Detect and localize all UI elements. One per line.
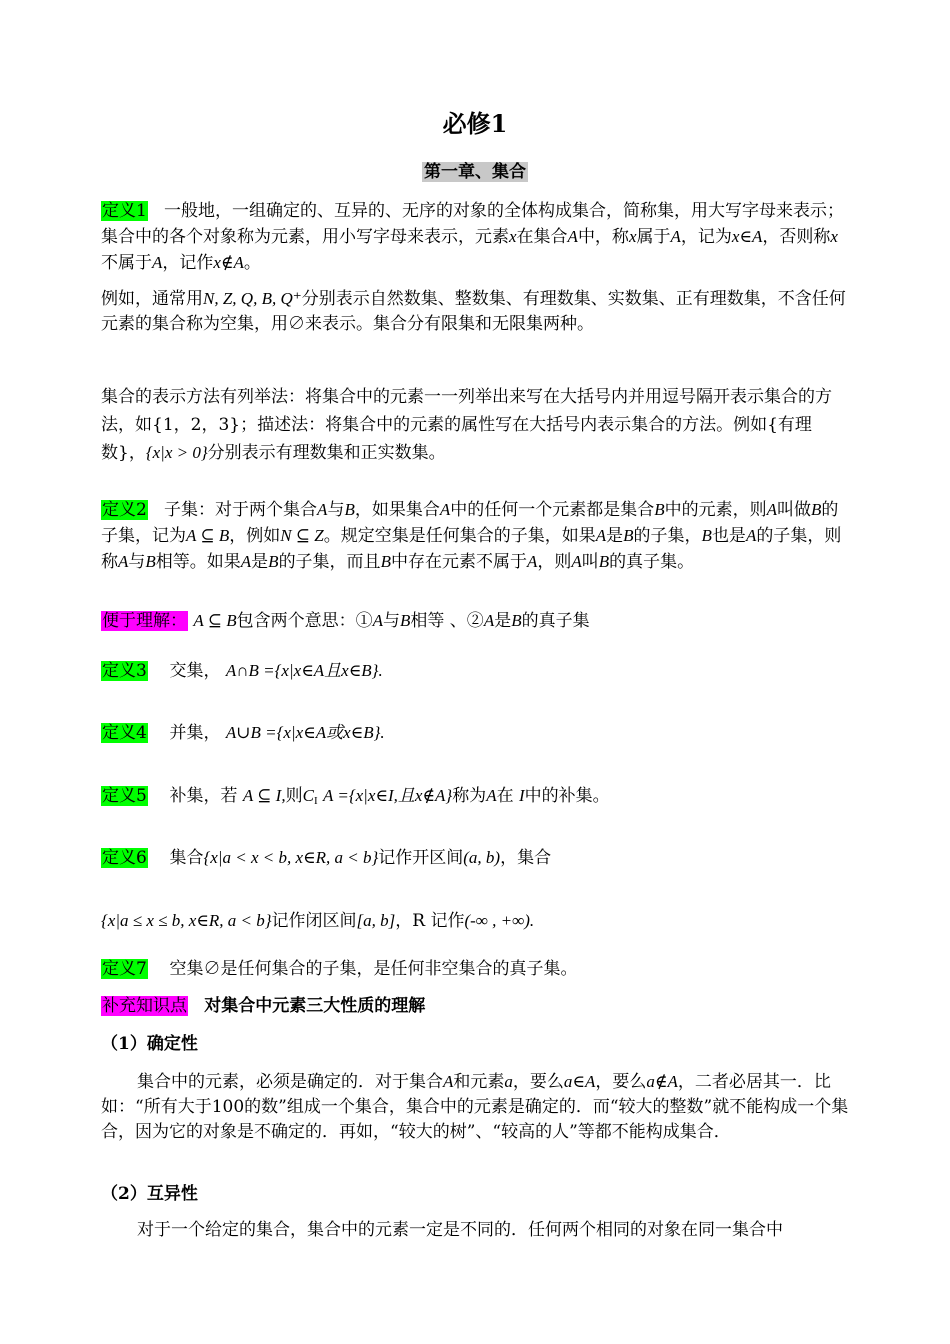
definition-text: 并集， bbox=[169, 723, 221, 743]
math-var: x bbox=[830, 227, 838, 246]
math-var: A bbox=[118, 552, 129, 571]
definition-text: 相等。如果 bbox=[155, 552, 241, 572]
math-var: B bbox=[145, 552, 156, 571]
chapter-heading-text: 第一章、集合 bbox=[424, 162, 526, 182]
definition-text: ，R 记作 bbox=[395, 911, 465, 931]
definition-label: 定义7 bbox=[102, 959, 147, 979]
definition-text: 补集，若 bbox=[169, 786, 238, 806]
example-text: 例如，通常用 bbox=[101, 289, 203, 309]
math-var: I bbox=[518, 786, 525, 805]
chapter-heading bbox=[0, 160, 950, 184]
definition-text: ，集合 bbox=[500, 848, 552, 868]
definition-label: 定义2 bbox=[102, 500, 147, 520]
definition-text: ，则 bbox=[537, 552, 572, 572]
math-formula: N, Z, Q, B, Q⁺ bbox=[203, 289, 302, 308]
page-title: 必修1 bbox=[442, 109, 508, 138]
definition-text: 叫 bbox=[581, 552, 599, 572]
math-formula: A ⊆ B bbox=[193, 611, 237, 630]
definition-text: ，记为 bbox=[680, 227, 732, 247]
definition-4 bbox=[101, 720, 853, 746]
note-text: 是 bbox=[494, 611, 512, 631]
definition-text: 在集合 bbox=[516, 227, 568, 247]
paragraph-text: ，二者必居其一．比如：“所有大于100的数”组成一个集合，集合中的元素是确定的．而“较大的整数”就不能构成一个集合，因为它的对象是不确定的．再如，“较大的树”、“较高的人”等都不能构成集合． bbox=[101, 1072, 849, 1142]
definition-text: 在 bbox=[496, 786, 514, 806]
definition-text: 集合 bbox=[169, 848, 204, 868]
definition-5 bbox=[101, 783, 853, 814]
math-var: A bbox=[152, 253, 163, 272]
math-var: A bbox=[567, 227, 578, 246]
definition-text: 称为 bbox=[452, 786, 487, 806]
definition-text: 不属于 bbox=[101, 253, 152, 273]
math-var: A bbox=[443, 1072, 454, 1091]
math-var: C bbox=[302, 786, 314, 805]
definition-2 bbox=[101, 497, 853, 575]
note-text: 相等 、② bbox=[410, 611, 484, 631]
paragraph-text: 集合中的元素，必须是确定的．对于集合 bbox=[137, 1072, 443, 1092]
math-var: A bbox=[240, 552, 252, 571]
property-2-heading: （2）互异性 bbox=[101, 1184, 198, 1204]
paragraph-text: ，要么 bbox=[512, 1072, 564, 1092]
definition-6 bbox=[101, 845, 853, 934]
example-text: 分别表示自然数集、整数集、有理数集、实数集、正有理数集，不含任何元素的集合称为空集，用∅来表示。集合分有限集和无限集两种。 bbox=[101, 289, 846, 334]
math-var: a bbox=[504, 1072, 513, 1091]
math-formula: (a, b) bbox=[463, 848, 501, 867]
math-var: A bbox=[317, 500, 328, 519]
math-var: A bbox=[486, 786, 497, 805]
definition-text: 的子集，则称 bbox=[101, 526, 842, 572]
definition-text: 交集， bbox=[169, 661, 221, 681]
definition-text: 与 bbox=[327, 500, 345, 520]
math-var: B bbox=[268, 552, 279, 571]
math-formula: A∪B ={x|x∈A或x∈B}. bbox=[225, 723, 385, 742]
representation-text: 集合的表示方法有列举法：将集合中的元素一一列举出来写在大括号内并用逗号隔开表示集合的方法，如{1，2，3}；描述法：将集合中的元素的属性写在大括号内表示集合的方法。例如{有理数}， bbox=[101, 387, 832, 463]
definition-text: 的子集，而且 bbox=[278, 552, 381, 572]
definition-text: 的真子集。 bbox=[609, 552, 695, 572]
math-var: B bbox=[400, 611, 411, 630]
definition-label: 定义5 bbox=[102, 786, 147, 806]
supplement-heading bbox=[101, 994, 853, 1019]
definition-text: ，例如 bbox=[229, 526, 281, 546]
math-var: B bbox=[598, 552, 610, 571]
definition-1 bbox=[101, 199, 853, 276]
math-formula: A∩B ={x|x∈A且x∈B}. bbox=[225, 661, 383, 680]
paragraph-text: ，要么 bbox=[595, 1072, 647, 1092]
math-formula: N ⊆ Z bbox=[280, 526, 324, 545]
math-var: A bbox=[483, 611, 495, 630]
definition-text: 记作闭区间 bbox=[271, 911, 357, 931]
definition-text: 空集∅是任何集合的子集，是任何非空集合的真子集。 bbox=[169, 959, 578, 979]
definition-label: 定义4 bbox=[102, 723, 147, 743]
definition-text: 是 bbox=[251, 552, 269, 572]
math-formula: x∈A bbox=[731, 227, 763, 246]
math-var: B bbox=[380, 552, 391, 571]
supplement-label: 补充知识点 bbox=[102, 996, 187, 1016]
definition-text: 中的补集。 bbox=[524, 786, 610, 806]
property-2-paragraph: 对于一个给定的集合，集合中的元素一定是不同的．任何两个相同的对象在同一集合中 bbox=[137, 1220, 783, 1240]
math-formula: A ⊆ B bbox=[186, 526, 230, 545]
paragraph-text: 和元素 bbox=[453, 1072, 505, 1092]
math-var: x bbox=[509, 227, 517, 246]
math-var: B bbox=[511, 611, 522, 630]
math-formula: {x|x > 0} bbox=[145, 443, 208, 462]
example-paragraph bbox=[101, 286, 853, 337]
definition-text: 与 bbox=[128, 552, 146, 572]
definition-text: 中存在元素不属于 bbox=[390, 552, 527, 572]
note-text: 与 bbox=[383, 611, 401, 631]
definition-text: 的子集， bbox=[633, 526, 702, 546]
math-var: A bbox=[439, 500, 451, 519]
definition-text: 中的元素，则 bbox=[664, 500, 767, 520]
math-var: B bbox=[654, 500, 665, 519]
definition-text: 子集：对于两个集合 bbox=[164, 500, 318, 520]
definition-text: 。 bbox=[243, 253, 261, 273]
definition-text: 中的任何一个元素都是集合 bbox=[450, 500, 655, 520]
math-subscript: I bbox=[313, 795, 318, 807]
representation-paragraph bbox=[101, 383, 853, 467]
math-var: A bbox=[571, 552, 582, 571]
math-var: A bbox=[595, 526, 607, 545]
definition-label: 定义1 bbox=[102, 201, 147, 221]
definition-text: 叫做 bbox=[777, 500, 811, 520]
definition-label: 定义6 bbox=[102, 848, 147, 868]
definition-text: 也是 bbox=[711, 526, 746, 546]
definition-label: 定义3 bbox=[102, 661, 147, 681]
math-var: A bbox=[766, 500, 777, 519]
math-formula: A ⊆ I, bbox=[242, 786, 286, 805]
math-var: B bbox=[701, 526, 712, 545]
property-1-paragraph bbox=[101, 1069, 853, 1145]
definition-text: ，否则称 bbox=[762, 227, 831, 247]
definition-text: 一般地，一组确定的、互异的、无序的对象的全体构成集合，简称集，用大写字母来表示；集合中的各个对象称为元素，用小写字母来表示，元素 bbox=[101, 201, 845, 247]
math-var: A bbox=[372, 611, 384, 630]
supplement-title: 对集合中元素三大性质的理解 bbox=[204, 996, 426, 1016]
math-var: A bbox=[526, 552, 538, 571]
definition-text: ，如果集合 bbox=[354, 500, 440, 520]
definition-text: 。规定空集是任何集合的子集，如果 bbox=[323, 526, 596, 546]
math-formula: [a, b] bbox=[356, 911, 396, 930]
note-label: 便于理解： bbox=[102, 611, 187, 631]
definition-text: 的子集，记为 bbox=[101, 500, 839, 546]
math-var: B bbox=[623, 526, 634, 545]
definition-7 bbox=[101, 957, 853, 982]
note-text: 包含两个意思：① bbox=[236, 611, 373, 631]
definition-3 bbox=[101, 658, 853, 684]
definition-text: ，记作 bbox=[162, 253, 214, 273]
representation-text: 分别表示有理数集和正实数集。 bbox=[207, 443, 446, 463]
math-formula: a∉A bbox=[646, 1072, 678, 1091]
definition-text: 则 bbox=[285, 786, 303, 806]
understanding-note bbox=[101, 608, 853, 634]
math-var: A bbox=[670, 227, 681, 246]
math-var: B bbox=[811, 500, 822, 519]
definition-text: 中，称 bbox=[577, 227, 629, 247]
math-var: x bbox=[628, 227, 637, 246]
math-formula: A ={x|x∈I,且x∉A} bbox=[323, 786, 453, 805]
math-formula: (-∞ , +∞). bbox=[464, 911, 535, 930]
definition-text: 是 bbox=[606, 526, 624, 546]
note-text: 的真子集 bbox=[521, 611, 590, 631]
math-formula: a∈A bbox=[563, 1072, 596, 1091]
math-formula: x∉A bbox=[213, 253, 244, 272]
property-1-heading: （1）确定性 bbox=[101, 1034, 198, 1054]
definition-text: 属于 bbox=[636, 227, 671, 247]
definition-text: 记作开区间 bbox=[378, 848, 464, 868]
math-formula: {x|a ≤ x ≤ b, x∈R, a < b} bbox=[101, 911, 272, 930]
math-var: A bbox=[745, 526, 757, 545]
math-formula: {x|a < x < b, x∈R, a < b} bbox=[203, 848, 379, 867]
math-var: B bbox=[344, 500, 355, 519]
